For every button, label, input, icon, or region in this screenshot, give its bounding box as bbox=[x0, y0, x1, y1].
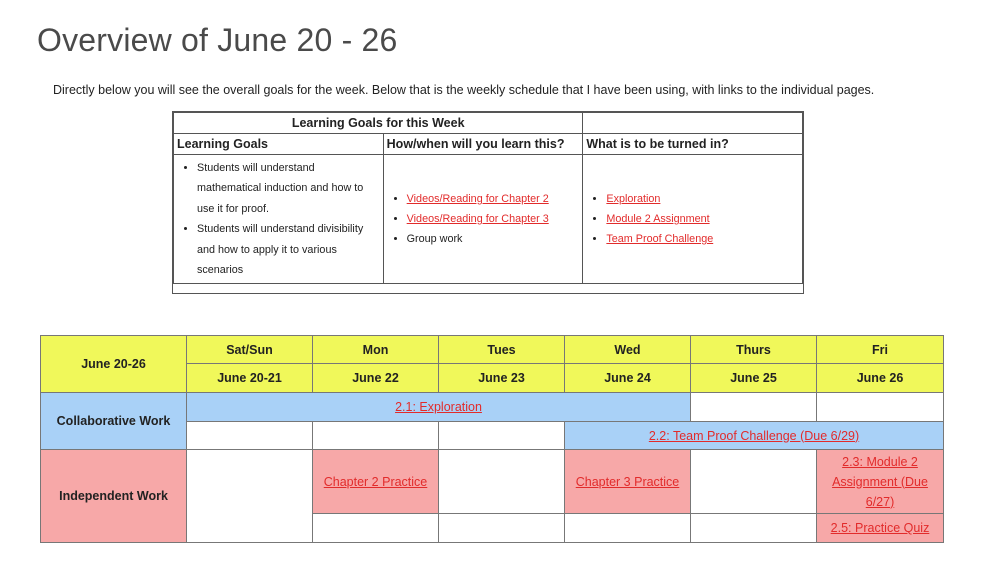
empty-cell bbox=[817, 393, 944, 422]
link-videos-chapter-2[interactable]: Videos/Reading for Chapter 2 bbox=[406, 193, 549, 205]
goals-table-caption: Learning Goals for this Week bbox=[174, 113, 583, 134]
header-how-when: How/when will you learn this? bbox=[383, 134, 583, 155]
day-mon: Mon bbox=[313, 336, 439, 364]
cell-ch2-practice bbox=[313, 450, 439, 514]
link-team-proof-challenge[interactable]: Team Proof Challenge bbox=[606, 233, 714, 245]
link-2-1-exploration[interactable]: 2.1: Exploration bbox=[395, 400, 482, 414]
list-item bbox=[407, 189, 580, 209]
day-fri: Fri bbox=[817, 336, 944, 364]
day-sat-sun: Sat/Sun bbox=[187, 336, 313, 364]
row-label-independent: Independent Work bbox=[41, 450, 187, 543]
day-thurs: Thurs bbox=[691, 336, 817, 364]
list-item bbox=[606, 189, 799, 209]
empty-cell bbox=[691, 393, 817, 422]
empty-cell bbox=[313, 514, 439, 543]
date-wed: June 24 bbox=[565, 364, 691, 393]
cell-module-2 bbox=[817, 450, 944, 514]
turn-in-cell bbox=[583, 155, 803, 284]
header-turn-in: What is to be turned in? bbox=[583, 134, 803, 155]
empty-cell bbox=[439, 450, 565, 514]
learning-goals-list bbox=[177, 158, 380, 281]
date-sat-sun: June 20-21 bbox=[187, 364, 313, 393]
how-when-list bbox=[387, 189, 580, 249]
intro-text: Directly below you will see the overall goals for the week. Below that is the weekly schedule that I have been using, with links to the individual pages. bbox=[53, 83, 875, 97]
cell-exploration bbox=[187, 393, 691, 422]
week-label: June 20-26 bbox=[41, 336, 187, 393]
list-item bbox=[606, 209, 799, 229]
link-2-3-module-2-assignment[interactable]: 2.3: Module 2 Assignment (Due 6/27) bbox=[832, 454, 928, 509]
learning-goals-cell bbox=[174, 155, 384, 284]
link-chapter-3-practice[interactable]: Chapter 3 Practice bbox=[575, 474, 680, 489]
empty-cell bbox=[187, 450, 313, 543]
cell-ch3-practice bbox=[565, 450, 691, 514]
empty-cell bbox=[691, 514, 817, 543]
learning-goals-table bbox=[173, 112, 803, 284]
empty-cell bbox=[439, 514, 565, 543]
date-thurs: June 25 bbox=[691, 364, 817, 393]
list-item bbox=[407, 209, 580, 229]
empty-cell bbox=[313, 422, 439, 450]
how-when-cell bbox=[383, 155, 583, 284]
page-title: Overview of June 20 - 26 bbox=[37, 22, 398, 58]
empty-cell bbox=[439, 422, 565, 450]
weekly-schedule-table bbox=[40, 335, 944, 543]
list-item: • Group work bbox=[407, 229, 580, 249]
link-2-5-practice-quiz[interactable]: 2.5: Practice Quiz bbox=[830, 521, 930, 535]
link-2-2-team-proof-challenge[interactable]: 2.2: Team Proof Challenge (Due 6/29) bbox=[648, 428, 860, 443]
date-tues: June 23 bbox=[439, 364, 565, 393]
cell-team-proof bbox=[565, 422, 944, 450]
day-wed: Wed bbox=[565, 336, 691, 364]
empty-cell bbox=[187, 422, 313, 450]
goals-table-caption-blank bbox=[583, 113, 803, 134]
link-module-2-assignment[interactable]: Module 2 Assignment bbox=[606, 213, 710, 225]
date-fri: June 26 bbox=[817, 364, 944, 393]
date-mon: June 22 bbox=[313, 364, 439, 393]
empty-cell bbox=[691, 450, 817, 514]
link-chapter-2-practice[interactable]: Chapter 2 Practice bbox=[323, 474, 428, 489]
link-videos-chapter-3[interactable]: Videos/Reading for Chapter 3 bbox=[406, 213, 549, 225]
header-learning-goals: Learning Goals bbox=[174, 134, 384, 155]
turn-in-list bbox=[586, 189, 799, 249]
empty-cell bbox=[565, 514, 691, 543]
day-tues: Tues bbox=[439, 336, 565, 364]
cell-practice-quiz bbox=[817, 514, 944, 543]
link-exploration[interactable]: Exploration bbox=[606, 193, 661, 205]
list-item: • Students will understand mathematical induction and how to use it for proof. bbox=[197, 158, 380, 220]
list-item: • Students will understand divisibility and how to apply it to various scenarios bbox=[197, 219, 380, 281]
row-label-collaborative: Collaborative Work bbox=[41, 393, 187, 450]
list-item bbox=[606, 229, 799, 249]
